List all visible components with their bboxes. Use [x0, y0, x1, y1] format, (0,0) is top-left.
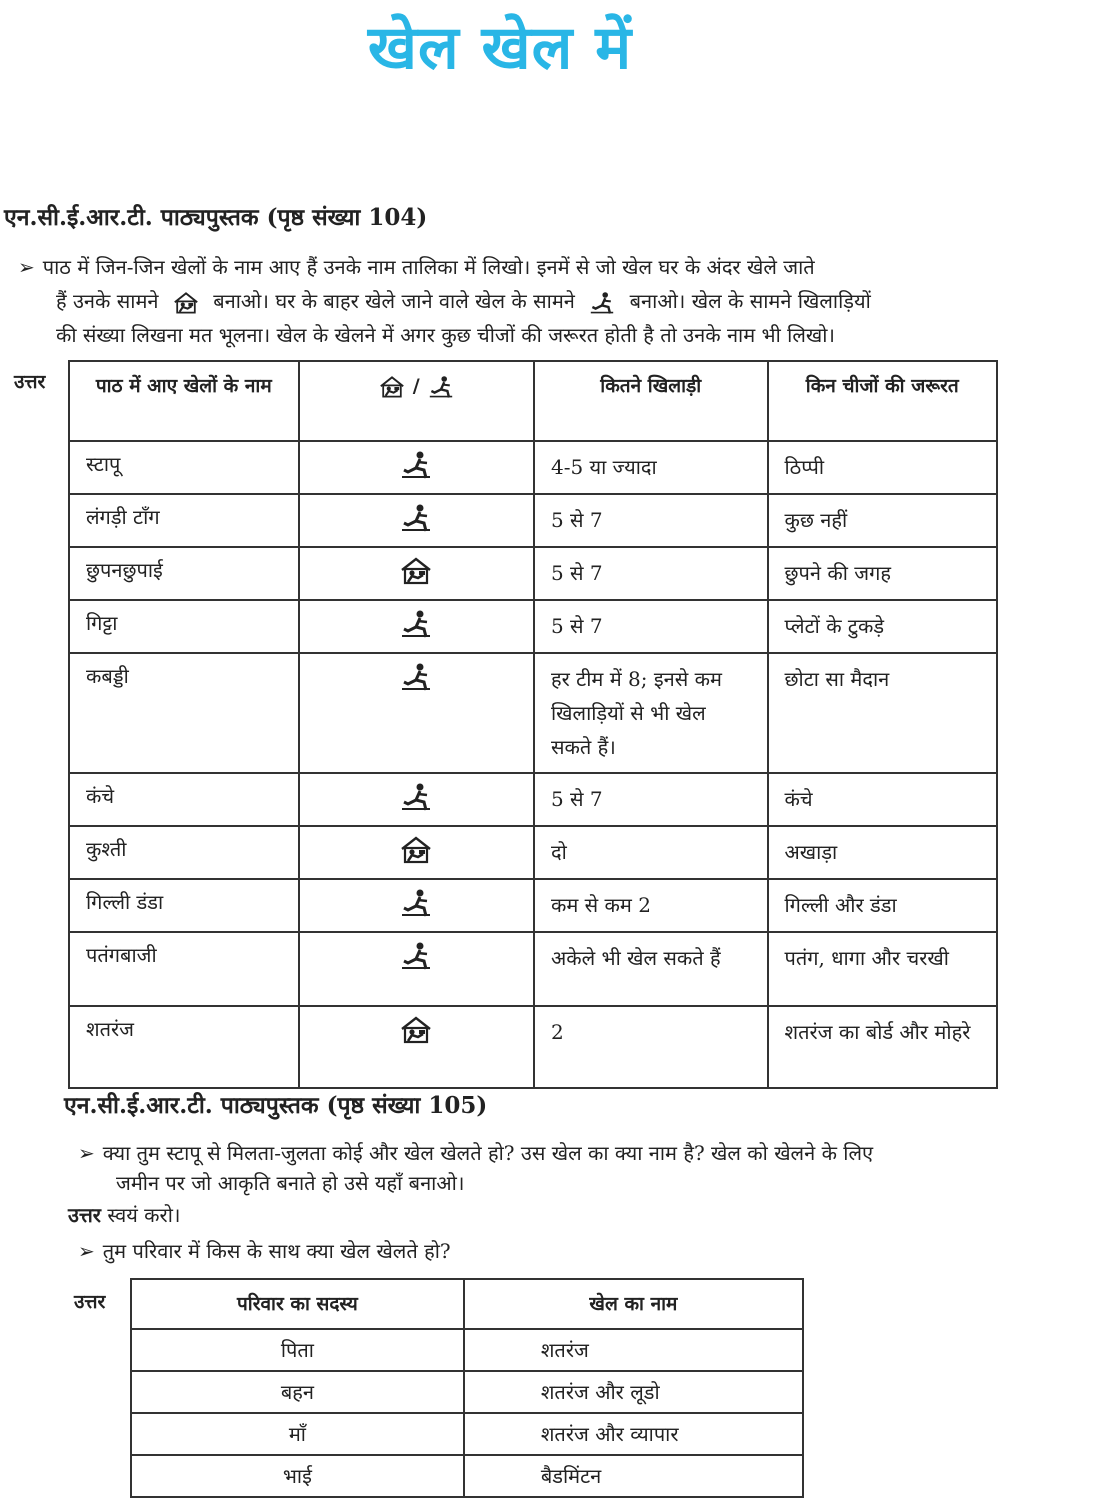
outdoor-icon [399, 450, 433, 480]
section2-question1-line1 [78, 1136, 873, 1170]
answer-label: उत्तर [68, 1203, 101, 1227]
game-name-cell: छुपनछुपाई [69, 547, 299, 600]
indoor-icon [171, 291, 201, 315]
place-cell [299, 1006, 534, 1088]
indoor-icon [399, 835, 433, 865]
game-name-cell: कंचे [69, 773, 299, 826]
games-table-header [69, 361, 997, 441]
arrow-bullet-icon: ➢ [78, 1141, 95, 1165]
player-count-cell: कम से कम 2 [534, 879, 768, 932]
table-row [69, 547, 997, 600]
player-count-cell: 5 से 7 [534, 494, 768, 547]
player-count-cell: अकेले भी खेल सकते हैं [534, 932, 768, 1006]
header-family-member: परिवार का सदस्य [131, 1279, 464, 1329]
section2-question1-text-1: क्या तुम स्टापू से मिलता-जुलता कोई और खेल खेलते हो? उस खेल का क्या नाम है? खेल को खेलने के लिए [102, 1141, 874, 1165]
table-row [69, 441, 997, 494]
place-cell [299, 879, 534, 932]
section2-question1-line2: जमीन पर जो आकृति बनाते हो उसे यहाँ बनाओ। [116, 1171, 465, 1195]
table-row [131, 1371, 803, 1413]
section1-question-line1 [18, 250, 815, 284]
place-cell [299, 600, 534, 653]
arrow-bullet-icon: ➢ [18, 255, 35, 279]
player-count-cell: 4-5 या ज्यादा [534, 441, 768, 494]
place-cell [299, 494, 534, 547]
family-game-cell: शतरंज और लूडो [464, 1371, 803, 1413]
header-player-count: कितने खिलाड़ी [534, 361, 768, 441]
game-name-cell: लंगड़ी टाँग [69, 494, 299, 547]
family-table-header [131, 1279, 803, 1329]
indoor-icon [377, 375, 407, 399]
things-needed-cell: गिल्ली और डंडा [768, 879, 998, 932]
icon-separator: / [412, 375, 420, 397]
place-cell [299, 547, 534, 600]
things-needed-cell: कुछ नहीं [768, 494, 998, 547]
table-row [131, 1413, 803, 1455]
indoor-icon [399, 556, 433, 586]
things-needed-cell: अखाड़ा [768, 826, 998, 879]
section1-question-line2 [56, 284, 871, 318]
section1-question-text-2: हैं उनके सामने [56, 289, 159, 313]
page-title: खेल खेल में [367, 13, 633, 83]
section1-question-text-3: बनाओ। घर के बाहर खेले जाने वाले खेल के सामने [213, 289, 575, 313]
answer-text: स्वयं करो। [107, 1203, 181, 1227]
game-name-cell: शतरंज [69, 1006, 299, 1088]
outdoor-icon [426, 375, 456, 399]
game-name-cell: गिट्टा [69, 600, 299, 653]
outdoor-icon [399, 888, 433, 918]
outdoor-icon [399, 941, 433, 971]
table-row [69, 932, 997, 1006]
family-member-cell: भाई [131, 1455, 464, 1497]
header-game-name: खेल का नाम [464, 1279, 803, 1329]
player-count-cell: 5 से 7 [534, 547, 768, 600]
family-game-cell: शतरंज और व्यापार [464, 1413, 803, 1455]
table-row [131, 1329, 803, 1371]
answer-label: उत्तर [14, 371, 46, 393]
outdoor-icon [399, 782, 433, 812]
family-game-cell: शतरंज [464, 1329, 803, 1371]
arrow-bullet-icon: ➢ [78, 1239, 95, 1263]
things-needed-cell: पतंग, धागा और चरखी [768, 932, 998, 1006]
outdoor-icon [399, 609, 433, 639]
place-cell [299, 773, 534, 826]
section2-question2 [78, 1234, 451, 1268]
table-row [69, 826, 997, 879]
things-needed-cell: शतरंज का बोर्ड और मोहरे [768, 1006, 998, 1088]
game-name-cell: कुश्ती [69, 826, 299, 879]
table-row [69, 1006, 997, 1088]
outdoor-icon [587, 291, 617, 315]
table-row [69, 879, 997, 932]
things-needed-cell: छुपने की जगह [768, 547, 998, 600]
family-game-cell: बैडमिंटन [464, 1455, 803, 1497]
player-count-cell: 5 से 7 [534, 600, 768, 653]
header-things-needed: किन चीजों की जरूरत [768, 361, 998, 441]
things-needed-cell: छोटा सा मैदान [768, 653, 998, 773]
section2-question2-text: तुम परिवार में किस के साथ क्या खेल खेलते हो? [102, 1239, 451, 1263]
place-cell [299, 653, 534, 773]
table-row [131, 1455, 803, 1497]
indoor-icon [399, 1015, 433, 1045]
section1-question-text-5: की संख्या लिखना मत भूलना। खेल के खेलने में अगर कुछ चीजों की जरूरत होती है तो उनके नाम भी लिखो। [56, 323, 836, 347]
table-row [69, 653, 997, 773]
things-needed-cell: ठिप्पी [768, 441, 998, 494]
outdoor-icon [399, 503, 433, 533]
family-member-cell: बहन [131, 1371, 464, 1413]
games-table [68, 360, 998, 1089]
answer-label: उत्तर [74, 1291, 106, 1313]
family-games-table [130, 1278, 804, 1498]
section2-answer1 [68, 1198, 181, 1232]
place-cell [299, 441, 534, 494]
player-count-cell: हर टीम में 8; इनसे कम खिलाड़ियों से भी खेल सकते हैं। [534, 653, 768, 773]
player-count-cell: 5 से 7 [534, 773, 768, 826]
section1-question-text-1: पाठ में जिन-जिन खेलों के नाम आए हैं उनके नाम तालिका में लिखो। इनमें से जो खेल घर के अंदर खेले जाते [42, 255, 815, 279]
family-member-cell: पिता [131, 1329, 464, 1371]
section1-question-text-4: बनाओ। खेल के सामने खिलाड़ियों [629, 289, 871, 313]
table-row [69, 494, 997, 547]
header-indoor-outdoor [299, 361, 534, 441]
game-name-cell: स्टापू [69, 441, 299, 494]
header-game-names: पाठ में आए खेलों के नाम [69, 361, 299, 441]
section1-heading: एन.सी.ई.आर.टी. पाठ्यपुस्तक (पृष्ठ संख्या 104) [4, 204, 428, 231]
game-name-cell: कबड्डी [69, 653, 299, 773]
place-cell [299, 932, 534, 1006]
section1-question-line3 [56, 318, 835, 352]
game-name-cell: पतंगबाजी [69, 932, 299, 1006]
section2-heading: एन.सी.ई.आर.टी. पाठ्यपुस्तक (पृष्ठ संख्या 105) [64, 1092, 488, 1119]
table-row [69, 600, 997, 653]
family-member-cell: माँ [131, 1413, 464, 1455]
things-needed-cell: प्लेटों के टुकड़े [768, 600, 998, 653]
table-row [69, 773, 997, 826]
game-name-cell: गिल्ली डंडा [69, 879, 299, 932]
things-needed-cell: कंचे [768, 773, 998, 826]
place-cell [299, 826, 534, 879]
player-count-cell: दो [534, 826, 768, 879]
outdoor-icon [399, 662, 433, 692]
player-count-cell: 2 [534, 1006, 768, 1088]
